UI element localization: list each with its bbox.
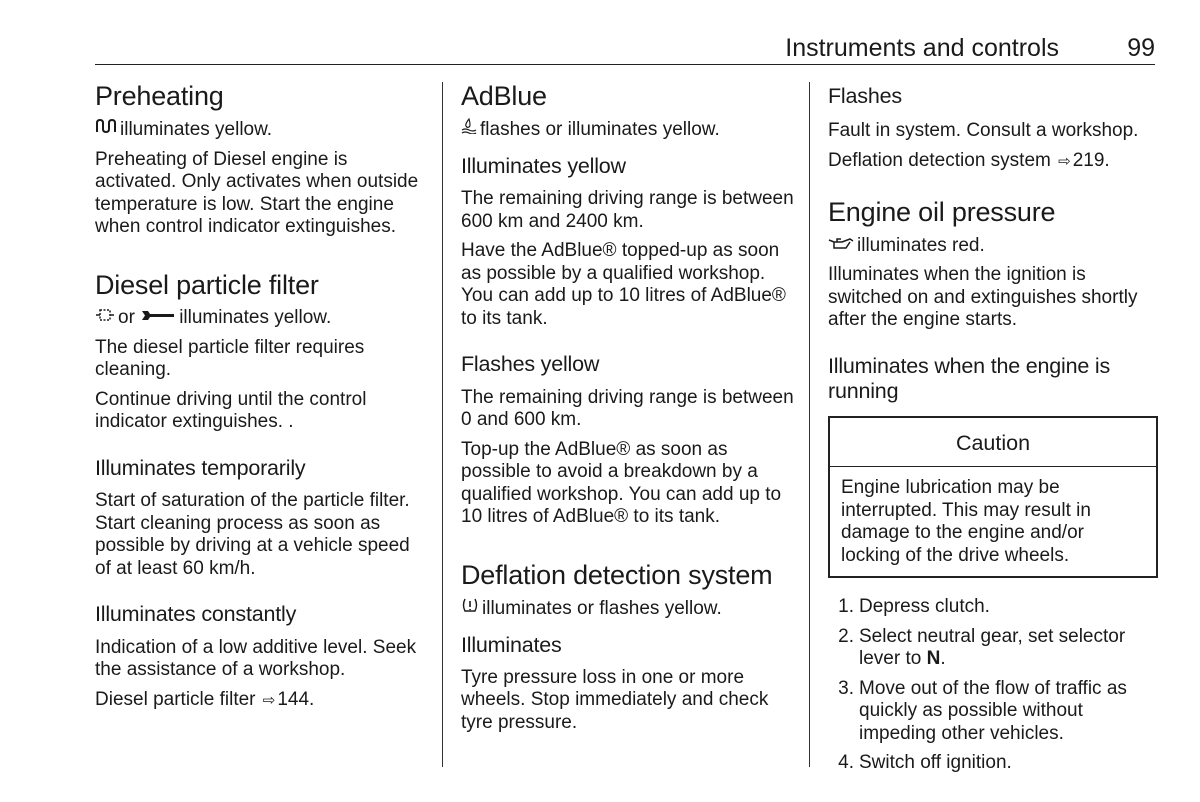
column-divider-2	[809, 82, 810, 767]
page-ref-arrow-icon: ⇨	[1058, 152, 1071, 170]
page-ref-arrow-icon: ⇨	[262, 691, 276, 709]
steps-list	[828, 596, 1158, 775]
heading-preheating: Preheating	[95, 81, 224, 111]
flashes-yellow-p1: The remaining driving range is between 0 and 600 km.	[461, 386, 794, 431]
oil-can-icon	[828, 235, 854, 258]
preheat-coil-icon	[95, 118, 117, 142]
flashes-body: Fault in system. Consult a workshop.	[828, 120, 1139, 142]
list-item: 4. Switch off ignition.	[838, 752, 1012, 774]
column-1	[95, 80, 428, 719]
preheating-indicator-line: illuminates yellow.	[95, 118, 428, 142]
section-title: Instruments and controls	[785, 34, 1059, 62]
oil-indicator-line: illuminates red.	[828, 235, 1158, 258]
column-3	[828, 80, 1158, 782]
page-number: 99	[1127, 34, 1155, 62]
list-item: 2. Select neutral gear, set selector lever to N.	[838, 625, 1126, 670]
heading-diesel-particle-filter: Diesel particle filter	[95, 269, 319, 300]
deflation-page-reference[interactable]: Deflation detection system ⇨ 219.	[828, 149, 1110, 171]
preheating-body: Preheating of Diesel engine is activated. Only activates when outside temperature is low. Start the engine when control indicator extinguishes.	[95, 148, 419, 238]
heading-deflation-detection: Deflation detection system	[461, 559, 773, 590]
illuminates-body: Tyre pressure loss in one or more wheels. Stop immediately and check tyre pressure.	[461, 666, 769, 733]
heading-flashes: Flashes	[828, 84, 902, 108]
column-2	[461, 80, 794, 741]
dpf-page-reference[interactable]: Diesel particle filter ⇨ 144.	[95, 688, 315, 710]
heading-adblue: AdBlue	[461, 81, 547, 111]
list-item: 3. Move out of the flow of traffic as quickly as possible without impeding other vehicles.	[838, 677, 1127, 744]
illuminates-yellow-p2: Have the AdBlue® topped-up as soon as possible by a qualified workshop. You can add up to 10 litres of AdBlue® to its tank.	[461, 240, 786, 329]
caution-box	[828, 416, 1158, 578]
caution-body: Engine lubrication may be interrupted. This may result in damage to the engine and/or locking of the drive wheels.	[841, 477, 1091, 566]
illuminates-yellow-p1: The remaining driving range is between 600 km and 2400 km.	[461, 188, 794, 232]
dpf-indicator-line: or illuminates yellow.	[95, 307, 428, 330]
dpf-paragraph-1: The diesel particle filter requires cleaning.	[95, 336, 365, 381]
page-header	[95, 34, 1155, 65]
particle-filter-icon	[95, 307, 115, 330]
column-divider-1	[442, 82, 443, 767]
flashes-yellow-p2: Top-up the AdBlue® as soon as possible to avoid a breakdown by a qualified workshop. You can add up to 10 litres of AdBlue® to its tank.	[461, 438, 782, 528]
illuminates-constantly-body: Indication of a low additive level. Seek the assistance of a workshop.	[95, 636, 417, 680]
heading-illuminates: Illuminates	[461, 632, 562, 657]
dpf-paragraph-2: Continue driving until the control indicator extinguishes. .	[95, 388, 367, 433]
adblue-indicator-line: flashes or illuminates yellow.	[461, 118, 794, 142]
illuminates-temporarily-body: Start of saturation of the particle filter. Start cleaning process as soon as possible by driving at a vehicle speed of at least 60 km/h.	[95, 490, 410, 579]
oil-body: Illuminates when the ignition is switched on and extinguishes shortly after the engine starts.	[828, 264, 1138, 331]
heading-illuminates-when-running: Illuminates when the engine is running	[828, 353, 1111, 404]
deflation-indicator-line: illuminates or flashes yellow.	[461, 597, 794, 621]
caution-title: Caution	[830, 418, 1156, 467]
adblue-icon	[461, 118, 477, 142]
tyre-pressure-icon	[461, 597, 479, 621]
heading-illuminates-temporarily: Illuminates temporarily	[95, 455, 306, 480]
wrench-icon	[140, 307, 176, 330]
heading-illuminates-constantly: Illuminates constantly	[95, 602, 297, 627]
list-item: 1. Depress clutch.	[838, 596, 990, 618]
heading-flashes-yellow: Flashes yellow	[461, 352, 600, 377]
heading-illuminates-yellow: Illuminates yellow	[461, 153, 626, 178]
heading-engine-oil-pressure: Engine oil pressure	[828, 197, 1056, 228]
